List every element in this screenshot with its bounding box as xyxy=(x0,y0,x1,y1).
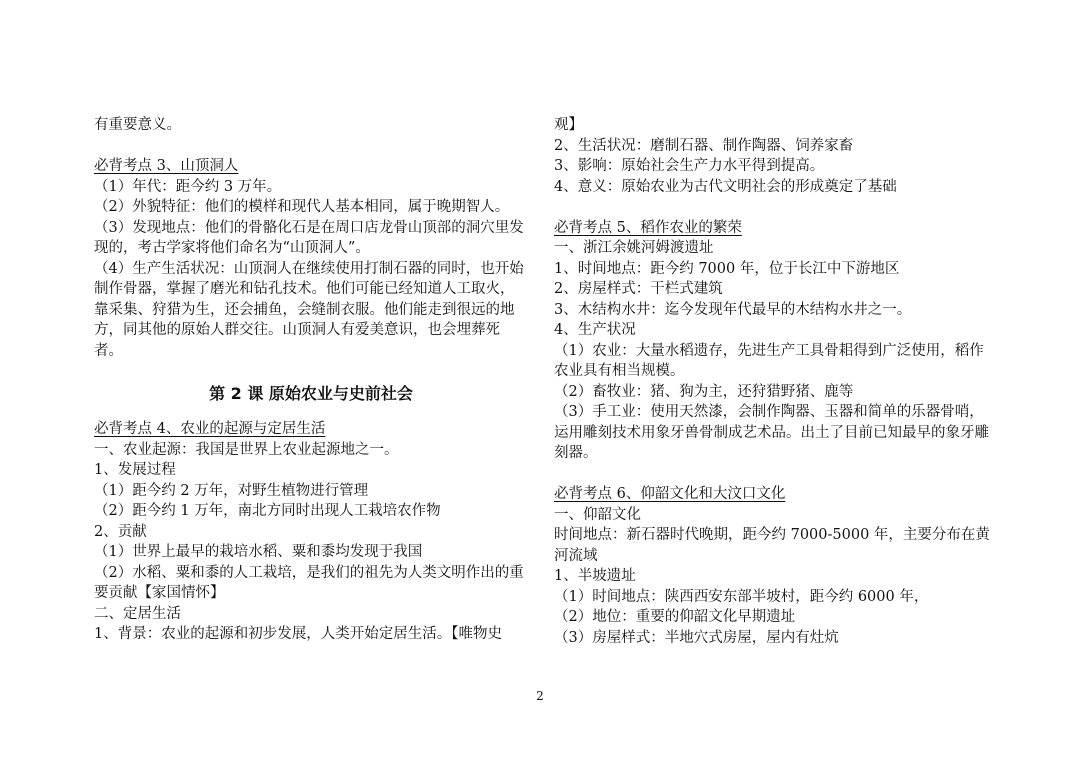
list-item: 2、生活状况：磨制石器、制作陶器、饲养家畜 xyxy=(554,137,854,154)
list-item: 3、木结构水井：迄今发现年代最早的木结构水井之一。 xyxy=(554,301,912,318)
list-item: 4、意义：原始农业为古代文明社会的形成奠定了基础 xyxy=(554,178,897,195)
spacer xyxy=(554,464,992,485)
list-item: （2）地位：重要的仰韶文化早期遗址 xyxy=(554,609,796,625)
list-item: （1）世界上最早的栽培水稻、粟和黍均发现于我国 xyxy=(94,544,423,560)
list-item: （3）发现地点：他们的骨骼化石是在周口店龙骨山顶部的洞穴里发现的，考古学家将他们命名为“山顶洞人”。 xyxy=(94,219,524,256)
list-item: 3、影响：原始社会生产力水平得到提高。 xyxy=(554,158,825,174)
list-item: （1）时间地点：陕西西安东部半坡村，距今约 6000 年， xyxy=(554,588,929,605)
list-item: 一、仰韶文化 xyxy=(554,506,641,523)
section-heading-6: 必背考点 6、仰韶文化和大汶口文化 xyxy=(554,486,786,502)
list-item: （3）手工业：使用天然漆，会制作陶器、玉器和简单的乐器骨哨，运用雕刻技术用象牙兽骨制成艺术品。出土了目前已知最早的象牙雕刻器。 xyxy=(554,404,989,461)
left-column xyxy=(94,115,528,645)
list-item: 观】 xyxy=(554,117,583,133)
list-item: （4）生产生活状况：山顶洞人在继续使用打制石器的同时，也开始制作骨器，掌握了磨光和钻孔技术。他们可能已经知道人工取火，靠采集、狩猎为生，还会捕鱼，会缝制衣服。他们能走到很远的地方，同其他的原始人群交往。山顶洞人有爱美意识，也会埋葬死者。 xyxy=(94,260,524,359)
spacer xyxy=(554,197,992,218)
section-heading-3: 必背考点 3、山顶洞人 xyxy=(94,158,239,174)
section-heading-4: 必背考点 4、农业的起源与定居生活 xyxy=(94,421,326,437)
list-item: （2）外貌特征：他们的模样和现代人基本相同，属于晚期智人。 xyxy=(94,199,510,215)
list-item: 1、时间地点：距今约 7000 年，位于长江中下游地区 xyxy=(554,260,900,277)
list-item: （2）距今约 1 万年，南北方同时出现人工栽培农作物 xyxy=(94,503,441,519)
list-item: 1、发展过程 xyxy=(94,462,176,478)
list-item: （2）畜牧业：猪、狗为主，还狩猎野猪、鹿等 xyxy=(554,383,854,400)
section-heading-5: 必背考点 5、稻作农业的繁荣 xyxy=(554,219,742,236)
right-column xyxy=(554,115,992,648)
lesson-title: 第 2 课 原始农业与史前社会 xyxy=(209,384,413,403)
list-item: 1、半坡遗址 xyxy=(554,568,636,584)
spacer xyxy=(94,136,528,157)
page-number: 2 xyxy=(536,689,544,703)
list-item: （1）距今约 2 万年，对野生植物进行管理 xyxy=(94,482,369,499)
list-item: 一、农业起源：我国是世界上农业起源地之一。 xyxy=(94,441,399,458)
list-item: 二、定居生活 xyxy=(94,605,181,622)
list-item: 2、贡献 xyxy=(94,523,147,540)
list-item: 时间地点：新石器时代晚期，距今约 7000-5000 年，主要分布在黄河流域 xyxy=(554,527,990,564)
list-item: 4、生产状况 xyxy=(554,322,636,338)
list-item: （3）房屋样式：半地穴式房屋，屋内有灶炕 xyxy=(554,629,839,646)
list-item: （1）农业：大量水稻遗存，先进生产工具骨耜得到广泛使用，稻作农业具有相当规模。 xyxy=(554,342,984,379)
list-item: 一、浙江余姚河姆渡遗址 xyxy=(554,240,714,256)
list-item: （1）年代：距今约 3 万年。 xyxy=(94,178,282,195)
intro-paragraph: 有重要意义。 xyxy=(94,117,181,133)
list-item: 1、背景：农业的起源和初步发展，人类开始定居生活。【唯物史 xyxy=(94,626,502,642)
list-item: （2）水稻、粟和黍的人工栽培，是我们的祖先为人类文明作出的重要贡献【家国情怀】 xyxy=(94,564,524,601)
list-item: 2、房屋样式：干栏式建筑 xyxy=(554,281,723,297)
